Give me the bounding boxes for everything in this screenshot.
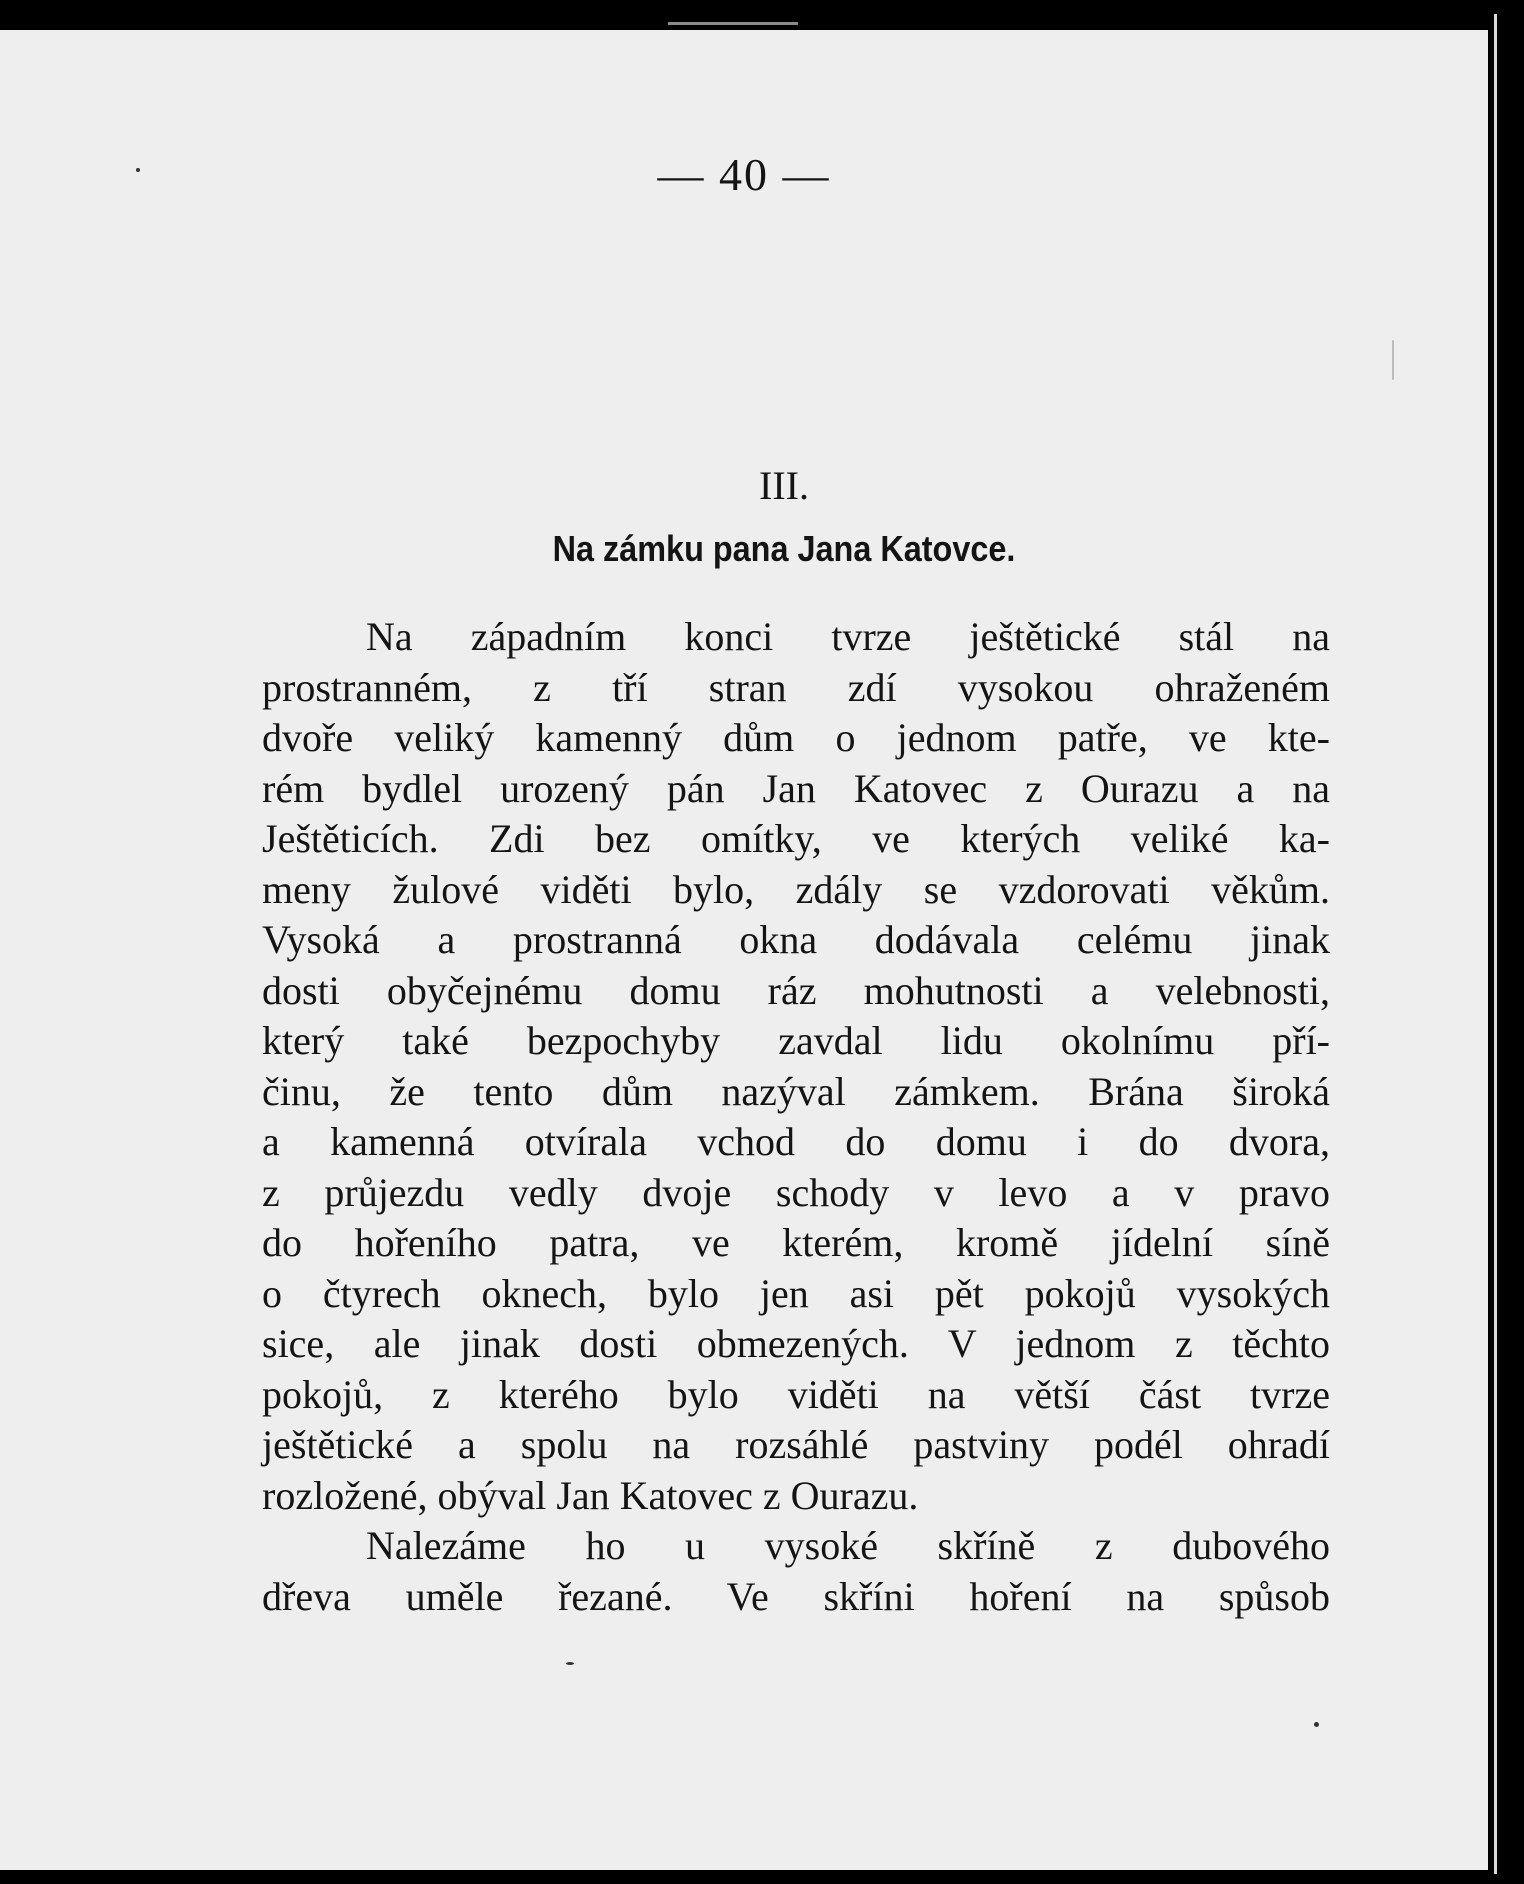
text-line: rozložené, obýval Jan Katovec z Ourazu. — [262, 1472, 919, 1518]
scan-speck — [136, 168, 140, 172]
text-line: činu, že tento dům nazýval zámkem. Brána široká — [262, 1068, 1330, 1114]
scan-speck — [1392, 340, 1394, 380]
body-text — [262, 612, 1330, 1622]
text-line: dosti obyčejnému domu ráz mohutnosti a velebnosti, — [262, 967, 1330, 1013]
text-line: Na západním konci tvrze ještětické stál na — [366, 614, 1330, 659]
text-line: pokojů, z kterého bylo viděti na větší část tvrze — [262, 1371, 1330, 1417]
top-edge-mark — [668, 22, 798, 25]
text-line: Vysoká a prostranná okna dodávala celému jinak — [262, 917, 1330, 962]
chapter-title: Na zámku pana Jana Katovce. — [552, 528, 1016, 569]
text-line: prostranném, z tří stran zdí vysokou ohraženém — [262, 664, 1330, 710]
scan-speck — [1314, 1722, 1319, 1727]
text-line: dřeva uměle řezané. Ve skříni hoření na spůsob — [262, 1573, 1330, 1619]
text-line: dvoře veliký kamenný dům o jednom patře, ve kte- — [262, 715, 1330, 760]
text-line: Nalezáme ho u vysoké skříně z dubového — [366, 1523, 1330, 1568]
text-line: meny žulové viděti bylo, zdály se vzdorovati věkům. — [262, 866, 1330, 912]
page-number: — 40 — — [657, 149, 831, 200]
text-line: který také bezpochyby zavdal lidu okolnímu pří- — [262, 1018, 1330, 1063]
text-line: z průjezdu vedly dvoje schody v levo a v pravo — [262, 1169, 1330, 1215]
text-line: do hořeního patra, ve kterém, kromě jídelní síně — [262, 1220, 1330, 1265]
text-line: sice, ale jinak dosti obmezených. V jednom z těchto — [262, 1321, 1330, 1366]
text-line: Ještěticích. Zdi bez omítky, ve kterých veliké ka- — [262, 816, 1330, 861]
chapter-number: III. — [759, 463, 809, 508]
scan-speck — [566, 1662, 574, 1665]
text-line: o čtyrech oknech, bylo jen asi pět pokojů vysokých — [262, 1270, 1330, 1316]
text-line: a kamenná otvírala vchod do domu i do dvora, — [262, 1119, 1330, 1164]
text-line: ještětické a spolu na rozsáhlé pastviny podél ohradí — [262, 1422, 1330, 1467]
text-line: rém bydlel urozený pán Jan Katovec z Ourazu a na — [262, 765, 1330, 811]
page-edge-line — [1494, 14, 1497, 1874]
